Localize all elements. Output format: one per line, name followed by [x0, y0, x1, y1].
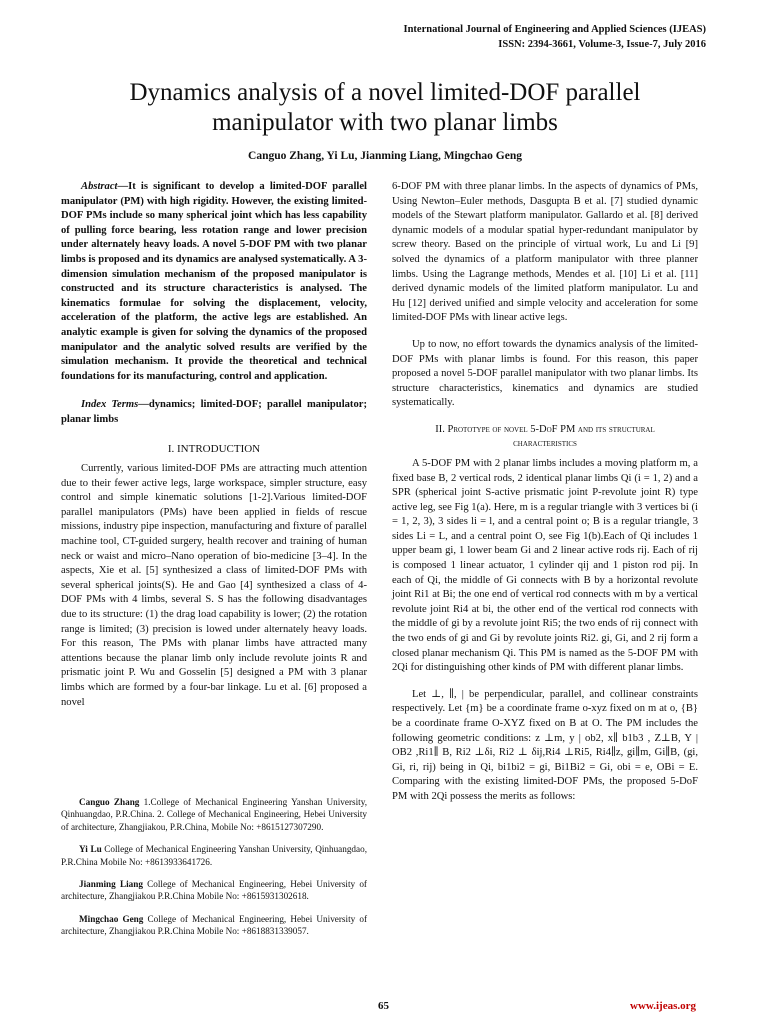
- affiliation-1: [61, 796, 367, 833]
- affiliation-2: [61, 843, 367, 868]
- abstract-lead: Abstract: [81, 181, 118, 192]
- page-number: 65: [378, 1000, 389, 1012]
- journal-issn: ISSN: 2394-3661, Volume-3, Issue-7, July 2016: [498, 39, 706, 50]
- right-paragraph-2: Up to now, no effort towards the dynamics analysis of the limited-DOF PMs with planar limbs is found. For this reason, this paper proposed a novel 5-DOF parallel manipulator with two planar limbs. Its structure characteristics, kinematics and dynamics are studied systematically.: [392, 338, 698, 409]
- affiliation-2-name: Yi Lu: [79, 844, 102, 855]
- affiliation-4-name: Mingchao Geng: [79, 913, 144, 924]
- abstract-text: —It is significant to develop a limited-DOF parallel manipulator (PM) with high rigidity. However, the existing limited-DOF PMs include so many spherical joint which has less capability of pulling force bearing, less rotation range and lower precision under alternately heavy loads. A novel 5-DOF PM with two planar limbs is proposed and its dynamics are analysed systematically. A 3-dimension simulation mechanism of the proposed manipulator is constructed and its structure characteristics is analysed. The kinematics formulae for solving the displacement, velocity, acceleration of the platform, the active legs are established. An analytic example is given for solving the dynamics of the proposed manipulator and the analytic solved results are verified by the simulation mechanism. It provide the theoretical and technical foundations for its manufacturing, control and application.: [61, 181, 367, 382]
- affiliation-4: [61, 913, 367, 938]
- index-terms: [61, 398, 367, 427]
- affiliation-1-name: Canguo Zhang: [79, 797, 140, 807]
- affiliation-3-text: College of Mechanical Engineering, Hebei University of architecture, Zhangjiakou P.R.China Mobile No: +8615931302618.: [61, 879, 367, 902]
- abstract: [61, 180, 367, 384]
- affiliation-3-name: Jianming Liang: [79, 879, 143, 890]
- title-line-2: manipulator with two planar limbs: [212, 109, 558, 136]
- right-column: [392, 180, 698, 805]
- index-terms-text: —dynamics; limited-DOF; parallel manipulator; planar limbs: [61, 399, 367, 425]
- section-heading-prototype-line-1: II. Prototype of novel 5-DoF PM and its structural: [435, 423, 655, 435]
- affiliation-3: [61, 878, 367, 903]
- affiliation-1-text: 1.College of Mechanical Engineering Yanshan University, Qinhuangdao, P.R.China. 2. College of Mechanical Engineering, Hebei University of architecture, Zhangjiakou, P.R.China, Mobile No: +8615127307290.: [61, 797, 368, 832]
- author-affiliations: [61, 796, 367, 948]
- section-heading-introduction: I. INTRODUCTION: [167, 442, 261, 455]
- right-paragraph-4: Let ⊥, ∥, | be perpendicular, parallel, and collinear constraints respectively. Let {m} be a coordinate frame o-xyz fixed on m at o, {B} be a coordinate frame O-XYZ fixed on B at O. The PM includes the following geometric conditions: z ⊥m, y | ob2, x∥ b1b3 , Z⊥B, Y | OB2 ,Ri1∥ B, Ri2 ⊥δi, Ri2 ⊥ δij,Ri4 ⊥Ri5, Ri4∥z, gi∥m, Gi∥B, (gi, Gi, ri, rij) being in Qi, bi1bi2 = gi, Bi1Bi2 = Gi, obi = e, OBi = E. Comparing with the existing limited-DOF PMs, the proposed 5-DoF PM with 2Qi possess the merits as follows:: [392, 688, 698, 802]
- journal-header: [404, 22, 707, 52]
- left-column: [61, 180, 367, 710]
- affiliation-2-text: College of Mechanical Engineering Yanshan University, Qinhuangdao, P.R.China Mobile No: +8613933641726.: [61, 844, 367, 867]
- index-terms-lead: Index Terms: [81, 399, 139, 411]
- introduction-paragraph: Currently, various limited-DOF PMs are attracting much attention due to their fewer active legs, large workspace, simpler structure, easy control and simple kinematic solutions [1-2].Various limited-DOF parallel manipulators (PMs) have been applied in fields of rescue missions, industry pipe inspection, manufacturing and fixture of parallel machine tool, CT-guided surgery, health recover and training of human neck or waist and micro–Nano operation of bio-medicine [3–4]. In the aspects, Xie et al. [5] synthesized a class of limited-DOF PMs with several spherical joints(S). He and Gao [4] synthesized a class of 4-DOF PMs with 4 limbs, several S. S has the following disadvantages due to its structure: (1) the drag load capability is lower; (2) the rotation range is limited; (3) precision is lowed under alternately heavy loads. For this reason, The PMs with planar limbs have attracted many attentions because the planar limb only include revolute joints R and prismatic joint P. Wu and Gosselin [5] designed a PM with 3 planar limbs which are formed by a four-bar linkage. Lu et al. [6] proposed a novel: [61, 463, 367, 708]
- website-link[interactable]: www.ijeas.org: [630, 1000, 696, 1012]
- right-paragraph-1: 6-DOF PM with three planar limbs. In the aspects of dynamics of PMs, Using Newton–Euler methods, Dasgupta B et al. [7] studied dynamic models of the Stewart platform manipulator. Gallardo et al. [8] derived dynamic models of a modular spatial hyper-redundant manipulator by screw theory. Based on the principle of virtual work, Lu and Li [9] solved the dynamics of a platform manipulator with three planner limbs. Using the Lagrange methods, Mendes et al. [10] Li et al. [11] derived dynamic models of the limited platform manipulator. Lu and Hu [12] derived unified and simple velocity and acceleration for some limited-DOF PMs with linear active legs.: [392, 181, 698, 324]
- author-list: Canguo Zhang, Yi Lu, Jianming Liang, Mingchao Geng: [248, 150, 522, 162]
- section-heading-prototype-line-2: characteristics: [513, 437, 577, 449]
- right-paragraph-3: A 5-DOF PM with 2 planar limbs includes a moving platform m, a fixed base B, 2 vertical rods, 2 identical planar limbs Qi (i = 1, 2) and a SPR (spherical joint S-active prismatic joint P-revolute joint R) type active leg, see Fig 1(a). Here, m is a regular triangle with 3 vertices bi (i = 1, 2, 3), 3 sides li = l, and a central point o; B is a regular triangle, 3 sides Li = L, and a central point O, see Fig 1(b).Each of Qi includes 1 upper beam gi, 1 lower beam Gi and 2 linear active rods rij. Each of rij is composed 1 linear actuator, 1 cylinder qij and 1 piston rod pij. In each of Qi, the middle of Gi connects with B by a horizontal revolute joint Ri1 at Bi; the one end of vertical rod connects with m by a vertical revolute joint Ri4 at bi, the other end of the vertical rod connects with the middle of gi by a revolute joint Ri5; the two ends of rij connect with the two ends of gi and Gi by revolute joints Ri2. gi, Gi, and 2 rij form a closed planar mechanism Qi. This PM is named as the 5-DOF PM with 2Qi for distinguishing other kinds of PM with different planar limbs.: [392, 457, 698, 674]
- paper-title: [40, 78, 730, 138]
- journal-name: International Journal of Engineering and Applied Sciences (IJEAS): [403, 24, 706, 35]
- affiliation-4-text: College of Mechanical Engineering, Hebei University of architecture, Zhangjiakou P.R.China Mobile No: +8618831339057.: [61, 913, 368, 937]
- section-heading-prototype: [392, 423, 698, 451]
- title-line-1: Dynamics analysis of a novel limited-DOF parallel: [129, 79, 641, 106]
